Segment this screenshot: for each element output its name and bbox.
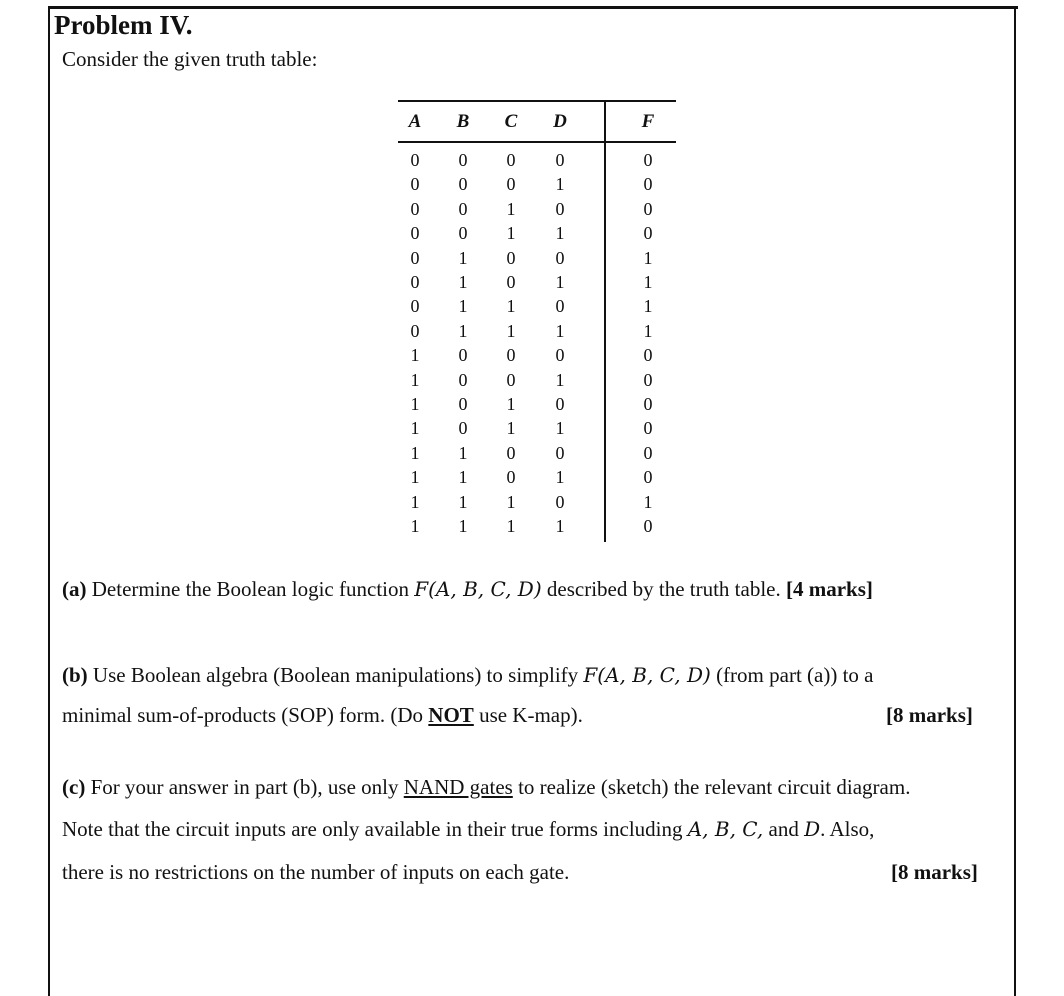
truth-table-cell: 1 [410,516,420,536]
part-a-label: (a) [62,577,87,601]
truth-table-cell: 0 [643,223,653,244]
truth-table-cell: 1 [458,272,468,292]
truth-table-cell: 0 [506,150,516,170]
part-c-label: (c) [62,775,86,799]
truth-table-cell: 1 [458,516,468,536]
truth-table-header-rule [398,141,676,143]
truth-table-cell: 1 [410,418,420,439]
truth-table-top-rule [398,100,676,102]
truth-table-cell: 0 [506,369,516,390]
truth-table-cell: 1 [458,442,468,463]
truth-table-cell: 0 [458,394,468,414]
truth-table-cell: 1 [506,198,516,219]
part-a-text-after: described by the truth table. [541,577,786,601]
part-c-line2-after: . Also, [820,817,875,841]
truth-table-cell: 0 [410,272,420,292]
problem-intro: Consider the given truth table: [62,47,318,71]
part-a-marks: [4 marks] [786,577,873,601]
truth-table-cell: 1 [555,320,565,341]
truth-table-cell: 0 [506,467,516,488]
part-c-line-2 [62,814,874,844]
part-c-input-d: D [804,817,821,841]
truth-table-cell: 1 [458,247,468,268]
truth-table-cell: 0 [555,394,565,414]
truth-table-header-b: B [456,111,470,132]
truth-table-cell: 0 [410,150,420,170]
truth-table-cell: 1 [410,394,420,414]
truth-table-cell: 0 [555,198,565,219]
truth-table-cell: 0 [458,369,468,390]
truth-table-cell: 1 [458,296,468,317]
part-b-line1-before: Use Boolean algebra (Boolean manipulations) to simplify [87,663,584,687]
part-c-nand-gates: NAND gates [403,775,513,799]
part-b-function: F(A, B, C, D) [583,663,711,687]
truth-table-header-a: A [408,111,422,132]
part-b-line2-before: minimal sum-of-products (SOP) form. (Do [62,703,429,727]
truth-table-cell: 1 [643,491,653,512]
truth-table-header-d: D [553,111,567,132]
part-c-line1-before: For your answer in part (b), use only [85,775,404,799]
truth-table-cell: 0 [555,442,565,463]
truth-table-header-f: F [641,111,655,132]
truth-table-cell: 1 [506,516,516,536]
truth-table-cell: 1 [410,369,420,390]
truth-table-cell: 1 [506,296,516,317]
truth-table-cell: 1 [643,320,653,341]
truth-table-cell: 1 [410,491,420,512]
truth-table-cell: 0 [643,369,653,390]
truth-table-cell: 0 [410,198,420,219]
part-b-line2-after: use K-map). [473,703,583,727]
truth-table-cell: 0 [410,320,420,341]
truth-table-cell: 1 [458,320,468,341]
truth-table-header-c: C [504,111,518,132]
part-b-not-word: NOT [428,703,474,727]
part-c-line1-after: to realize (sketch) the relevant circuit diagram. [512,775,911,799]
part-c-line-1 [62,772,910,802]
truth-table-cell: 0 [643,442,653,463]
truth-table-cell: 0 [410,247,420,268]
truth-table-cell: 0 [555,247,565,268]
truth-table-cell: 1 [555,272,565,292]
truth-table-output-separator [604,100,606,542]
truth-table-cell: 0 [643,345,653,366]
truth-table-cell: 0 [506,442,516,463]
truth-table-cell: 1 [506,394,516,414]
truth-table-cell: 1 [555,418,565,439]
truth-table-cell: 0 [506,272,516,292]
truth-table-cell: 1 [643,247,653,268]
truth-table-cell: 1 [458,467,468,488]
truth-table-cell: 0 [458,150,468,170]
part-c-inputs: A, B, C, [687,817,764,841]
truth-table-cell: 0 [410,223,420,244]
part-b-line1-after: (from part (a)) to a [710,663,874,687]
truth-table-cell: 0 [458,174,468,195]
truth-table-cell: 0 [410,296,420,317]
truth-table-cell: 0 [555,150,565,170]
truth-table-cell: 0 [643,467,653,488]
truth-table-cell: 0 [643,174,653,195]
truth-table [398,100,676,542]
truth-table-cell: 0 [506,247,516,268]
part-b-marks: [8 marks] [886,703,973,727]
truth-table-cell: 1 [555,223,565,244]
truth-table-cell: 1 [643,272,653,292]
truth-table-cell: 0 [555,296,565,317]
truth-table-cell: 0 [643,150,653,170]
truth-table-cell: 0 [458,223,468,244]
part-b-line-1 [62,660,873,690]
truth-table-cell: 0 [506,345,516,366]
truth-table-cell: 0 [458,198,468,219]
truth-table-cell: 0 [643,198,653,219]
truth-table-cell: 1 [555,467,565,488]
truth-table-cell: 1 [555,516,565,536]
truth-table-cell: 0 [555,491,565,512]
part-c-line2-and: and [763,817,805,841]
truth-table-cell: 1 [410,345,420,366]
part-c-line3: there is no restrictions on the number of inputs on each gate. [62,860,570,884]
part-c-line2-before: Note that the circuit inputs are only available in their true forms including [62,817,688,841]
truth-table-cell: 1 [555,174,565,195]
truth-table-cell: 0 [555,345,565,366]
part-c-line-3 [62,857,569,887]
truth-table-cell: 1 [410,467,420,488]
truth-table-cell: 1 [410,442,420,463]
truth-table-cell: 0 [643,394,653,414]
truth-table-cell: 0 [643,516,653,536]
truth-table-cell: 1 [506,223,516,244]
problem-title: Problem IV. [54,10,193,40]
truth-table-cell: 1 [458,491,468,512]
truth-table-cell: 1 [506,491,516,512]
truth-table-cell: 0 [506,174,516,195]
truth-table-cell: 0 [458,418,468,439]
part-b-line-2 [62,700,583,730]
truth-table-cell: 1 [506,418,516,439]
truth-table-cell: 1 [643,296,653,317]
part-b-label: (b) [62,663,88,687]
truth-table-cell: 1 [506,320,516,341]
truth-table-cell: 1 [555,369,565,390]
truth-table-cell: 0 [458,345,468,366]
part-a-function: F(A, B, C, D) [414,577,542,601]
part-a-question [62,574,873,604]
part-c-marks: [8 marks] [891,860,978,884]
part-a-text-before: Determine the Boolean logic function [86,577,415,601]
truth-table-cell: 0 [643,418,653,439]
truth-table-cell: 0 [410,174,420,195]
